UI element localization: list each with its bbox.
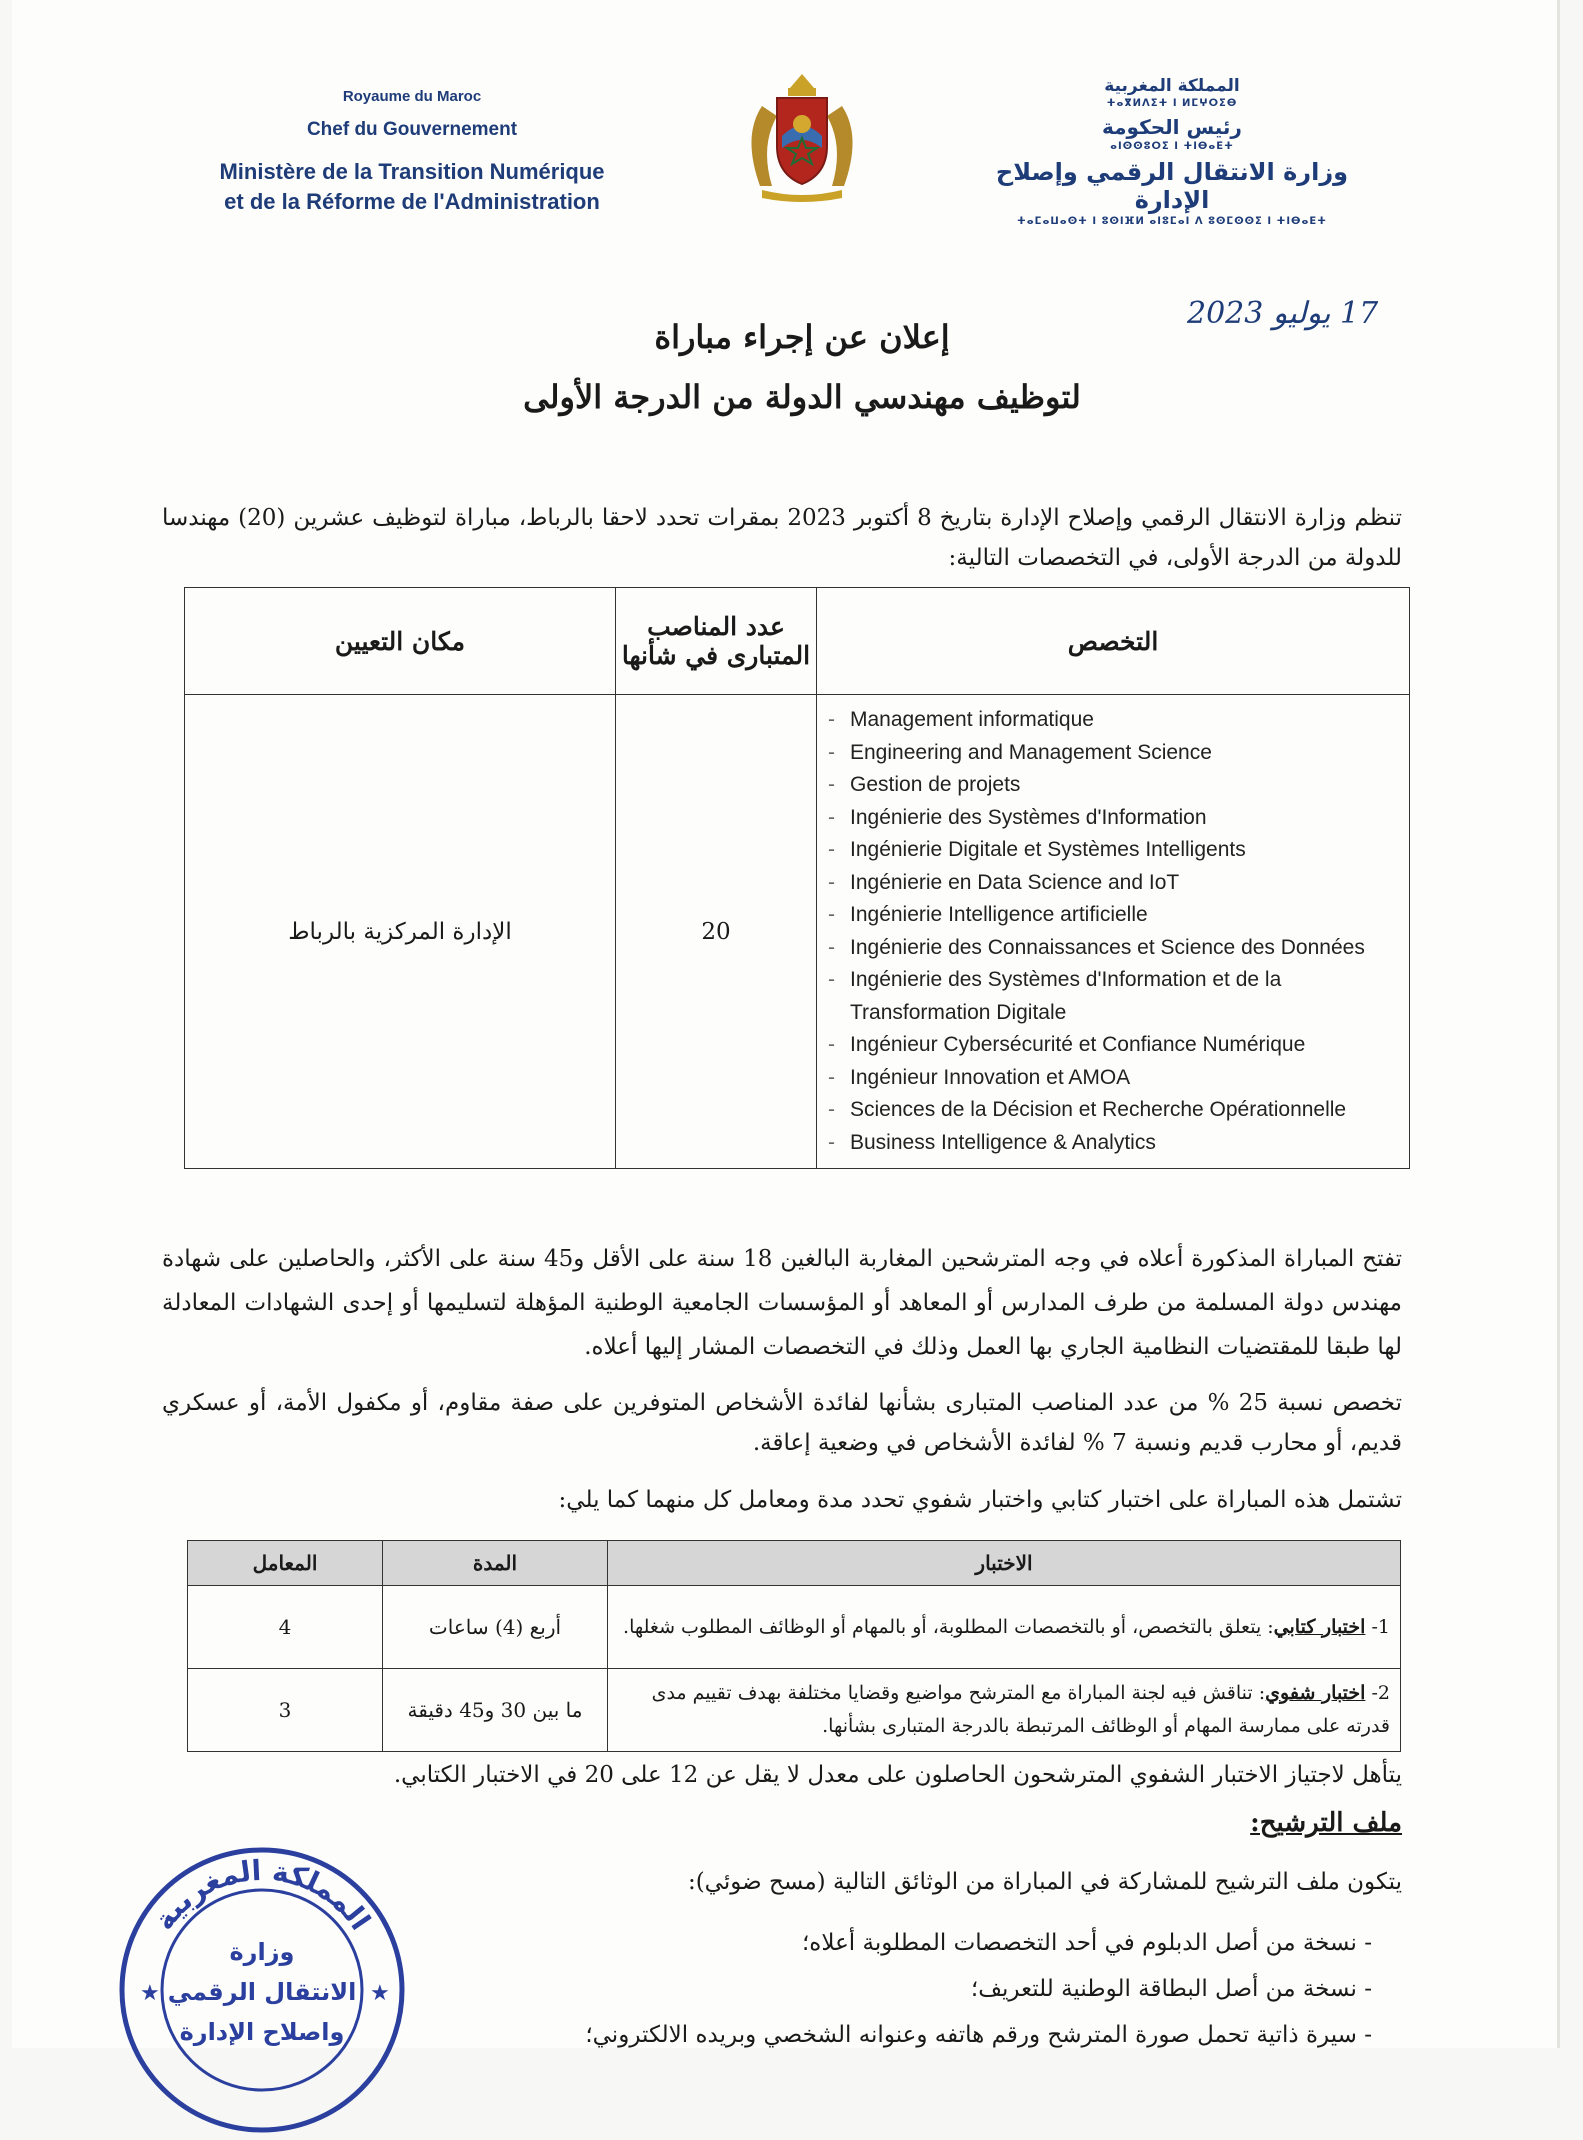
exams-paragraph: تشتمل هذه المباراة على اختبار كتابي واختبار شفوي تحدد مدة ومعامل كل منهما كما يلي:: [558, 1487, 1402, 1513]
specialty-item: - Ingénierie des Systèmes d'Information et de la Transformation Digitale: [828, 964, 1394, 1029]
exam-num: 2-: [1371, 1682, 1390, 1704]
specialty-item: - Ingénieur Cybersécurité et Confiance Numérique: [828, 1029, 1394, 1062]
specialty-item: - Ingénierie Digitale et Systèmes Intelligents: [828, 834, 1394, 867]
header-count: عدد المناصب المتبارى في شأنها: [616, 588, 817, 695]
title-line2: لتوظيف مهندسي الدولة من الدرجة الأولى: [523, 378, 1081, 416]
exam-name: اختبار كتابي: [1273, 1615, 1366, 1638]
stamp-line1: وزارة: [229, 1938, 295, 1966]
specialty-list: [818, 696, 1408, 1167]
specialty-item: - Ingénieur Innovation et AMOA: [828, 1062, 1394, 1095]
document-date: 17 يوليو 2023: [1187, 296, 1379, 331]
file-item: - نسخة من أصل البطاقة الوطنية للتعريف؛: [970, 1976, 1372, 2002]
file-item: - نسخة من أصل الدبلوم في أحد التخصصات المطلوبة أعلاه؛: [801, 1930, 1372, 1956]
specialty-cell: [817, 695, 1410, 1169]
fr-ministry-line1: Ministère de la Transition Numérique: [219, 159, 605, 184]
specialty-item: - Sciences de la Décision et Recherche Opérationnelle: [828, 1094, 1394, 1127]
positions-table-row: [185, 695, 1410, 1169]
stamp-top-text: المملكة المغربية: [147, 1853, 378, 1937]
fr-kingdom: Royaume du Maroc: [342, 88, 482, 105]
place-cell: الإدارة المركزية بالرباط: [185, 695, 616, 1169]
exam-desc: [608, 1669, 1401, 1752]
exam-table: [187, 1540, 1401, 1752]
header-arabic: [972, 76, 1372, 233]
stamp-star-icon: ★: [140, 1981, 160, 2006]
document-page: [12, 0, 1560, 2048]
official-stamp-icon: [112, 1840, 412, 2140]
specialty-item: - Ingénierie en Data Science and IoT: [828, 867, 1394, 900]
oral-qualification-paragraph: يتأهل لاجتياز الاختبار الشفوي المترشحون الحاصلون على معدل لا يقل عن 12 على 20 في الاختبار الكتابي.: [393, 1762, 1402, 1788]
eligibility-paragraph: تفتح المباراة المذكورة أعلاه في وجه المترشحين المغاربة البالغين 18 سنة على الأقل و45 سنة على الأكثر، والحاصلين على شهادة مهندس دولة المسلمة من طرف المدارس أو المعاهد أو المؤسسات الجامعية الوطنية المؤهلة لتسليمها أو إحدى الشهادات المعادلة لها طبقا للمقتضيات النظامية الجاري بها العمل وذلك في التخصصات المشار إليها أعلاه.: [162, 1246, 1402, 1360]
coat-of-arms-icon: [732, 66, 872, 206]
exam-desc-text: : يتعلق بالتخصص، أو بالتخصصات المطلوبة، أو بالمهام أو الوظائف المطلوب شغلها.: [623, 1615, 1274, 1638]
intro-paragraph: تنظم وزارة الانتقال الرقمي وإصلاح الإدارة بتاريخ 8 أكتوبر 2023 بمقرات تحدد لاحقا بالرباط، مباراة لتوظيف عشرين (20) مهندسا للدولة من الدرجة الأولى، في التخصصات التالية:: [162, 505, 1402, 571]
ar-ministry-tifinagh: ⵜⴰⵎⴰⵡⴰⵙⵜ ⵏ ⵓⵙⵏⴼⵍ ⴰⵏⵓⵎⴰⵏ ⴷ ⵓⵙⵎⵙⵙⵉ ⵏ ⵜⵏⴱⴰⴹⵜ: [1017, 216, 1327, 227]
svg-text:المملكة المغربية: [147, 1854, 377, 1936]
stamp-line2: الانتقال الرقمي: [167, 1978, 357, 2006]
specialty-item: - Ingénierie Intelligence artificielle: [828, 899, 1394, 932]
exam-table-header: [188, 1541, 1401, 1586]
exam-coef: 4: [188, 1586, 383, 1669]
application-file-intro: يتكون ملف الترشيح للمشاركة في المباراة من الوثائق التالية (مسح ضوئي):: [687, 1869, 1402, 1895]
specialty-item: - Management informatique: [828, 704, 1394, 737]
header-coef: المعامل: [188, 1541, 383, 1586]
exam-duration: ما بين 30 و45 دقيقة: [383, 1669, 608, 1752]
stamp-star-icon: ★: [370, 1981, 390, 2006]
count-cell: 20: [616, 695, 817, 1169]
fr-chef: Chef du Gouvernement: [306, 119, 518, 140]
exam-num: 1-: [1371, 1615, 1390, 1638]
exam-row-oral: [188, 1669, 1401, 1752]
positions-table: [184, 587, 1410, 1169]
title-line1: إعلان عن إجراء مباراة: [654, 318, 950, 356]
header-test: الاختبار: [608, 1541, 1401, 1586]
ar-kingdom-tifinagh: ⵜⴰⴳⵍⴷⵉⵜ ⵏ ⵍⵎⵖⵔⵉⴱ: [1106, 98, 1238, 109]
exam-desc-text: : تناقش فيه لجنة المباراة مع المترشح مواضيع وقضايا مختلفة بهدف تقييم مدى قدرته على ممارسة المهام أو الوظائف المرتبطة بالدرجة المتبارى بشأنها.: [651, 1682, 1390, 1737]
header-duration: المدة: [383, 1541, 608, 1586]
exam-name: اختبار شفوي: [1265, 1682, 1366, 1704]
quota-paragraph: تخصص نسبة 25 % من عدد المناصب المتبارى بشأنها لفائدة الأشخاص المتوفرين على صفة مقاوم، أو مكفول الأمة، أو عسكري قديم، أو محارب قديم ونسبة 7 % لفائدة الأشخاص في وضعية إعاقة.: [162, 1390, 1402, 1456]
exam-desc: [608, 1586, 1401, 1669]
specialty-item: - Engineering and Management Science: [828, 737, 1394, 770]
ar-chef-tifinagh: ⴰⵏⵙⵙⵓⵔⵉ ⵏ ⵜⵏⴱⴰⴹⵜ: [1110, 141, 1234, 152]
header-place: مكان التعيين: [185, 588, 616, 695]
specialty-item: - Business Intelligence & Analytics: [828, 1127, 1394, 1160]
header-specialty: التخصص: [817, 588, 1410, 695]
ar-ministry: وزارة الانتقال الرقمي وإصلاح الإدارة: [995, 158, 1349, 214]
header-french: [182, 88, 642, 217]
application-file-list: [312, 1920, 1372, 2058]
exam-row-written: [188, 1586, 1401, 1669]
fr-ministry-line2: et de la Réforme de l'Administration: [224, 189, 600, 214]
positions-table-header: [185, 588, 1410, 695]
ar-chef: رئيس الحكومة: [1102, 115, 1242, 139]
exam-duration: أربع (4) ساعات: [383, 1586, 608, 1669]
stamp-line3: واصلاح الإدارة: [179, 2018, 345, 2046]
application-file-title: ملف الترشيح:: [1250, 1808, 1402, 1838]
file-item: - سيرة ذاتية تحمل صورة المترشح ورقم هاتفه وعنوانه الشخصي وبريده الالكتروني؛: [585, 2022, 1372, 2048]
specialty-item: - Ingénierie des Systèmes d'Information: [828, 802, 1394, 835]
specialty-item: - Ingénierie des Connaissances et Science des Données: [828, 932, 1394, 965]
ar-kingdom: المملكة المغربية: [1104, 76, 1240, 96]
exam-coef: 3: [188, 1669, 383, 1752]
specialty-item: - Gestion de projets: [828, 769, 1394, 802]
